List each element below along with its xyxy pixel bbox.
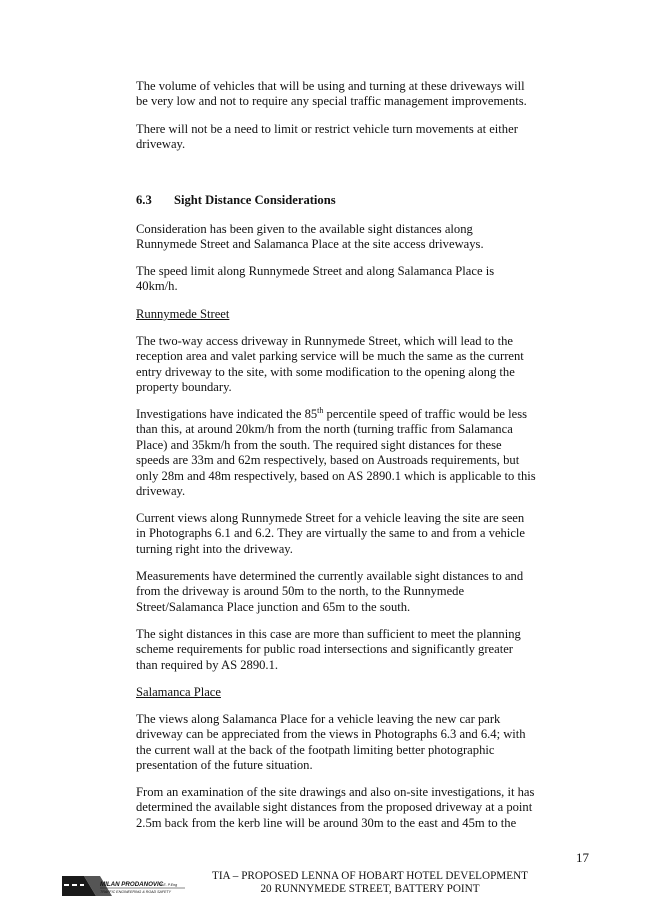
subheading-text: Runnymede Street (136, 307, 230, 321)
footer-line-2: 20 RUNNYMEDE STREET, BATTERY POINT (260, 883, 480, 895)
road-logo-icon (60, 866, 190, 902)
text-run: Investigations have indicated the 85 (136, 407, 318, 421)
subheading-salamanca (136, 685, 536, 700)
section-heading (136, 193, 336, 208)
logo-name: MILAN PRODANOVIC (100, 881, 164, 888)
paragraph-text: The views along Salamanca Place for a vehicle leaving the new car park driveway can be appreciated from the views in Photographs 6.3 and 6.4; with the current wall at the back of the footpath limiting better photographic presentation of the future situation. (136, 712, 526, 773)
paragraph-sufficient (136, 627, 536, 673)
paragraph-examination (136, 785, 536, 831)
paragraph-turn-movements (136, 122, 536, 153)
subheading-runnymede (136, 307, 536, 322)
paragraph-access-driveway (136, 334, 536, 396)
paragraph-text: Measurements have determined the currently available sight distances to and from the driveway is around 50m to the north, to the Runnymede Street/Salamanca Place junction and 65m to the south. (136, 569, 524, 614)
logo-credentials: B.E. P.Eng (160, 883, 178, 887)
section-title: Sight Distance Considerations (174, 193, 336, 207)
paragraph-text: The speed limit along Runnymede Street and along Salamanca Place is 40km/h. (136, 264, 495, 294)
superscript: th (317, 405, 324, 415)
paragraph-current-views (136, 511, 536, 557)
paragraph-text (136, 407, 536, 499)
company-logo (60, 866, 190, 902)
page-footer (190, 870, 550, 896)
paragraph-consideration (136, 222, 536, 253)
paragraph-investigations (136, 407, 536, 499)
logo-tagline: TRAFFIC ENGINEERING & ROAD SAFETY (100, 890, 172, 894)
paragraph-text: There will not be a need to limit or restrict vehicle turn movements at either driveway. (136, 122, 518, 152)
paragraph-text: Consideration has been given to the available sight distances along Runnymede Street and Salamanca Place at the site access driveways. (136, 222, 484, 252)
paragraph-salamanca-views (136, 712, 536, 774)
page-number: 17 (576, 850, 589, 865)
subheading-text: Salamanca Place (136, 685, 221, 699)
paragraph-traffic-volume (136, 79, 536, 110)
text-run: percentile speed of traffic would be less than this, at around 20km/h from the north (turning traffic from Salamanca Place) and 35km/h from the south. The required sight distances for these speeds are 33m and 62m respectively, based on Austroads requirements, but only 28m and 48m respectively, based on AS 2890.1 which is applicable to this driveway. (136, 407, 536, 499)
paragraph-text: The two-way access driveway in Runnymede Street, which will lead to the reception area and valet parking service will be much the same as the current entry driveway to the site, with some modification to the opening along the property boundary. (136, 334, 524, 395)
footer-line-1: TIA – PROPOSED LENNA OF HOBART HOTEL DEVELOPMENT (211, 870, 528, 882)
paragraph-speed-limit (136, 264, 536, 295)
paragraph-text: From an examination of the site drawings and also on-site investigations, it has determined the available sight distances from the proposed driveway at a point 2.5m back from the kerb line will be around 30m to the east and 45m to the (136, 785, 535, 830)
paragraph-text: Current views along Runnymede Street for a vehicle leaving the site are seen in Photographs 6.1 and 6.2. They are virtually the same to and from a vehicle turning right into the driveway. (136, 511, 526, 556)
paragraph-measurements (136, 569, 536, 615)
paragraph-text: The volume of vehicles that will be using and turning at these driveways will be very low and not to require any special traffic management improvements. (136, 79, 527, 109)
paragraph-text: The sight distances in this case are more than sufficient to meet the planning scheme requirements for public road intersections and significantly greater than required by AS 2890.1. (136, 627, 521, 672)
section-number: 6.3 (136, 193, 152, 207)
